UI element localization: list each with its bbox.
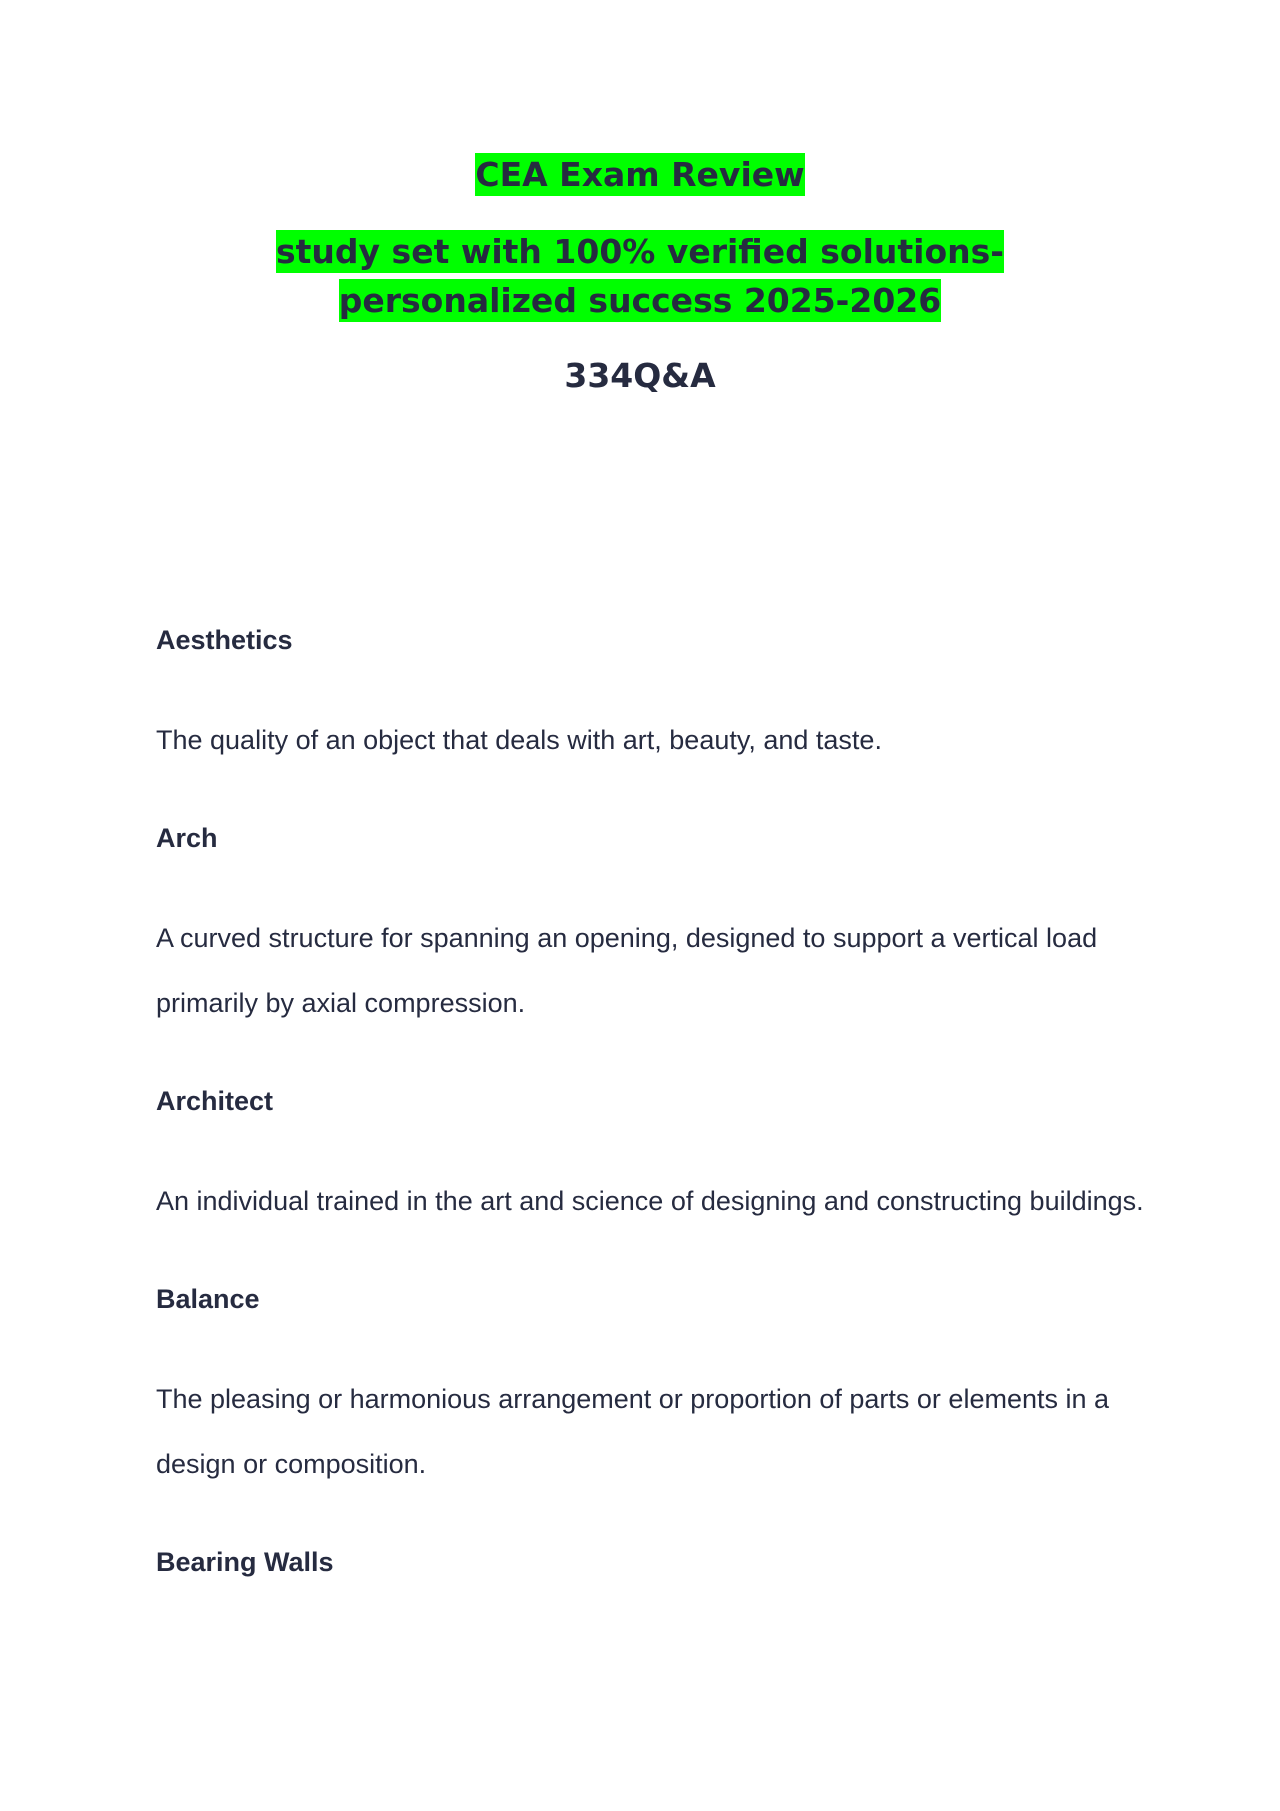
definition: The pleasing or harmonious arrangement or proportion of parts or elements in a design or composition.: [156, 1384, 1110, 1479]
term: Aesthetics: [156, 625, 293, 655]
document-title: CEA Exam Review: [475, 155, 805, 194]
definition: An individual trained in the art and science of designing and constructing buildings.: [156, 1186, 1144, 1216]
term: Architect: [156, 1086, 274, 1116]
definition: A curved structure for spanning an opening, designed to support a vertical load primarily by axial compression.: [156, 923, 1098, 1018]
list-item: [156, 815, 1146, 1078]
definition: The quality of an object that deals with art, beauty, and taste.: [156, 725, 882, 755]
list-item: [156, 1539, 1146, 1585]
list-item: [156, 1078, 1146, 1276]
question-count: 334Q&A: [564, 356, 716, 395]
document-subtitle: study set with 100% verified solutions-personalized success 2025-2026: [276, 232, 1004, 320]
term: Balance: [156, 1284, 260, 1314]
title-line: [0, 150, 1280, 200]
subtitle-line: [160, 227, 1120, 325]
document-header: [0, 150, 1280, 401]
term: Arch: [156, 823, 218, 853]
list-item: [156, 617, 1146, 815]
glossary-list: [156, 617, 1146, 1585]
term: Bearing Walls: [156, 1547, 334, 1577]
list-item: [156, 1276, 1146, 1539]
